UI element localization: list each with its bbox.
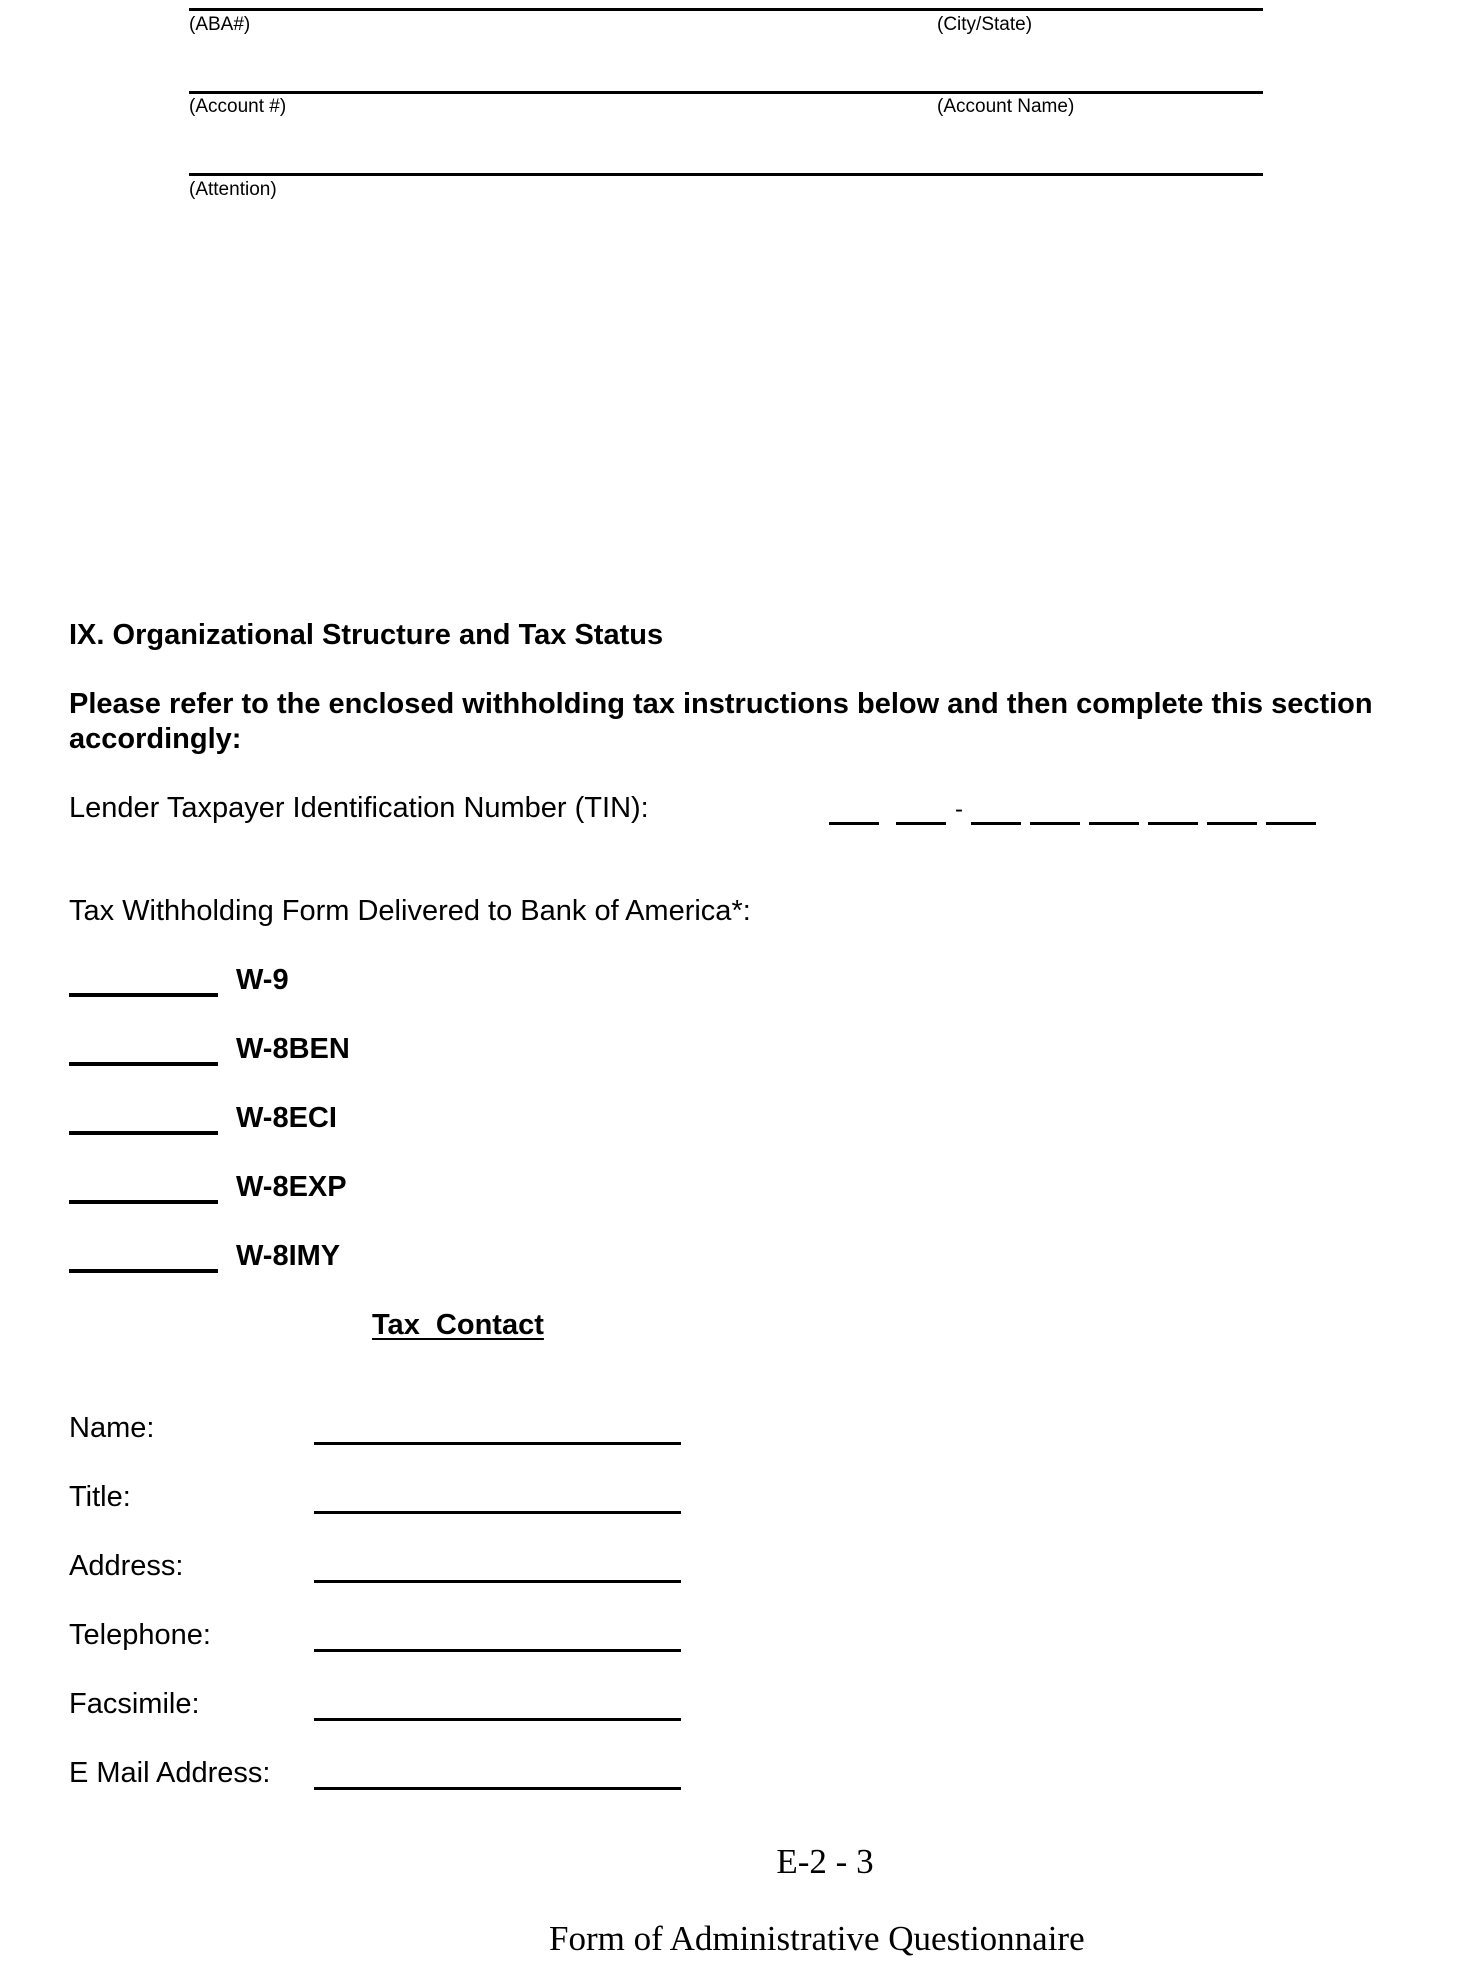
contact-facsimile-field[interactable]: [314, 1718, 681, 1721]
w9-label: W-9: [236, 964, 289, 996]
w8imy-checkbox-line[interactable]: [69, 1269, 218, 1273]
contact-email-field[interactable]: [314, 1787, 681, 1790]
city-state-label: (City/State): [937, 14, 1033, 35]
contact-name-field[interactable]: [314, 1442, 681, 1445]
contact-title-field[interactable]: [314, 1511, 681, 1514]
account-line[interactable]: [189, 91, 1263, 94]
w8ben-checkbox-line[interactable]: [69, 1062, 218, 1066]
tin-label: Lender Taxpayer Identification Number (TIN):: [69, 792, 649, 824]
tin-blank-3[interactable]: [971, 822, 1021, 825]
attention-label: (Attention): [189, 179, 277, 200]
account-number-label: (Account #): [189, 96, 287, 117]
document-title: Form of Administrative Questionnaire: [549, 1919, 1085, 1958]
w8eci-label: W-8ECI: [236, 1102, 337, 1134]
tin-blank-1[interactable]: [829, 822, 879, 825]
contact-telephone-field[interactable]: [314, 1649, 681, 1652]
attention-line[interactable]: [189, 173, 1263, 176]
w8exp-checkbox-line[interactable]: [69, 1200, 218, 1204]
w8eci-checkbox-line[interactable]: [69, 1131, 218, 1135]
section-instructions: Please refer to the enclosed withholding tax instructions below and then complete this section accordingly:: [69, 688, 1373, 755]
contact-address-label: Address:: [69, 1550, 184, 1582]
w9-checkbox-line[interactable]: [69, 993, 218, 997]
tin-blank-5[interactable]: [1089, 822, 1139, 825]
w8ben-label: W-8BEN: [236, 1033, 350, 1065]
contact-name-label: Name:: [69, 1412, 155, 1444]
contact-facsimile-label: Facsimile:: [69, 1688, 200, 1720]
tin-blank-2[interactable]: [896, 822, 946, 825]
w8imy-label: W-8IMY: [236, 1240, 341, 1272]
aba-city-line[interactable]: [189, 8, 1263, 11]
tax-contact-title: Tax Contact: [372, 1309, 544, 1341]
form-delivered-label: Tax Withholding Form Delivered to Bank of America*:: [69, 895, 751, 927]
tin-blank-4[interactable]: [1030, 822, 1080, 825]
aba-label: (ABA#): [189, 14, 251, 35]
tin-separator: -: [955, 796, 963, 823]
w8exp-label: W-8EXP: [236, 1171, 347, 1203]
contact-title-label: Title:: [69, 1481, 131, 1513]
tin-blank-8[interactable]: [1266, 822, 1316, 825]
tin-blank-6[interactable]: [1148, 822, 1198, 825]
tin-blank-7[interactable]: [1207, 822, 1257, 825]
contact-telephone-label: Telephone:: [69, 1619, 211, 1651]
contact-email-label: E Mail Address:: [69, 1757, 271, 1789]
section-heading: IX. Organizational Structure and Tax Status: [69, 619, 664, 651]
contact-address-field[interactable]: [314, 1580, 681, 1583]
account-name-label: (Account Name): [937, 96, 1075, 117]
page-number: E-2 - 3: [776, 1842, 874, 1881]
